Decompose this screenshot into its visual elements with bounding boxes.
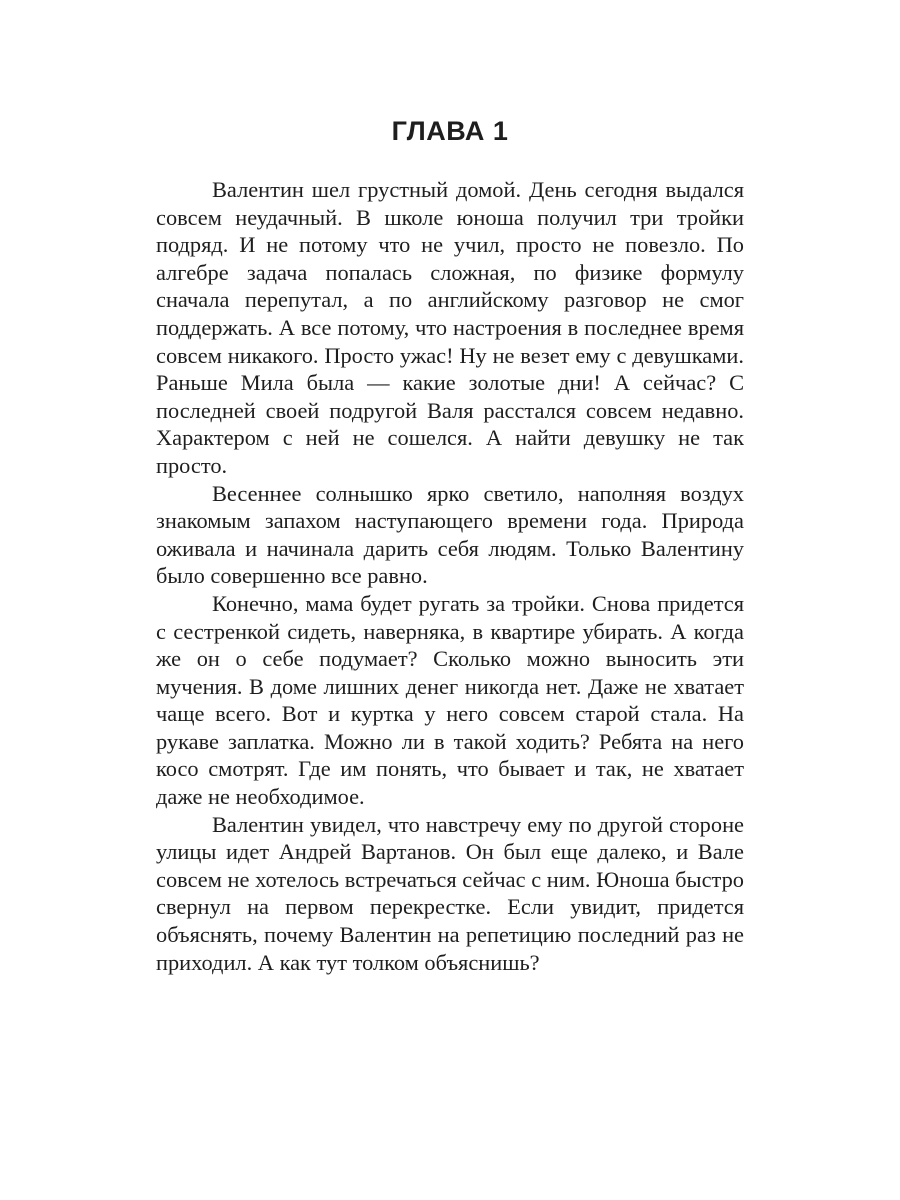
paragraph: Конечно, мама будет ругать за тройки. Снова придется с сестренкой сидеть, наверняка, в квартире убирать. А когда же он о себе подумает? Сколько можно выносить эти мучения. В доме лишних денег никогда нет. Даже не хватает чаще всего. Вот и куртка у него совсем старой стала. На рукаве заплатка. Можно ли в такой ходить? Ребята на него косо смотрят. Где им понять, что бывает и так, не хватает даже не необходимое. bbox=[156, 590, 744, 810]
paragraph: Валентин увидел, что навстречу ему по другой стороне улицы идет Андрей Вартанов. Он был еще далеко, и Вале совсем не хотелось встречаться сейчас с ним. Юноша быстро свернул на первом перекрестке. Если увидит, придется объяснять, почему Валентин на репетицию последний раз не приходил. А как тут толком объяснишь? bbox=[156, 811, 744, 975]
paragraph: Валентин шел грустный домой. День сегодня выдался совсем неудачный. В школе юноша получил три тройки подряд. И не потому что не учил, просто не повезло. По алгебре задача попалась сложная, по физике формулу сначала перепутал, а по английскому разговор не смог поддержать. А все потому, что настроения в последнее время совсем никакого. Просто ужас! Ну не везет ему с девушками. Раньше Мила была — какие золотые дни! А сейчас? С последней своей подругой Валя расстался совсем недавно. Характером с ней не сошелся. А найти девушку не так просто. bbox=[156, 177, 744, 478]
chapter-body bbox=[156, 176, 744, 976]
paragraph: Весеннее солнышко ярко светило, наполняя воздух знакомым запахом наступающего времени года. Природа оживала и начинала дарить себя людям. Только Валентину было совершенно все равно. bbox=[156, 480, 744, 589]
chapter-title: ГЛАВА 1 bbox=[391, 116, 509, 146]
